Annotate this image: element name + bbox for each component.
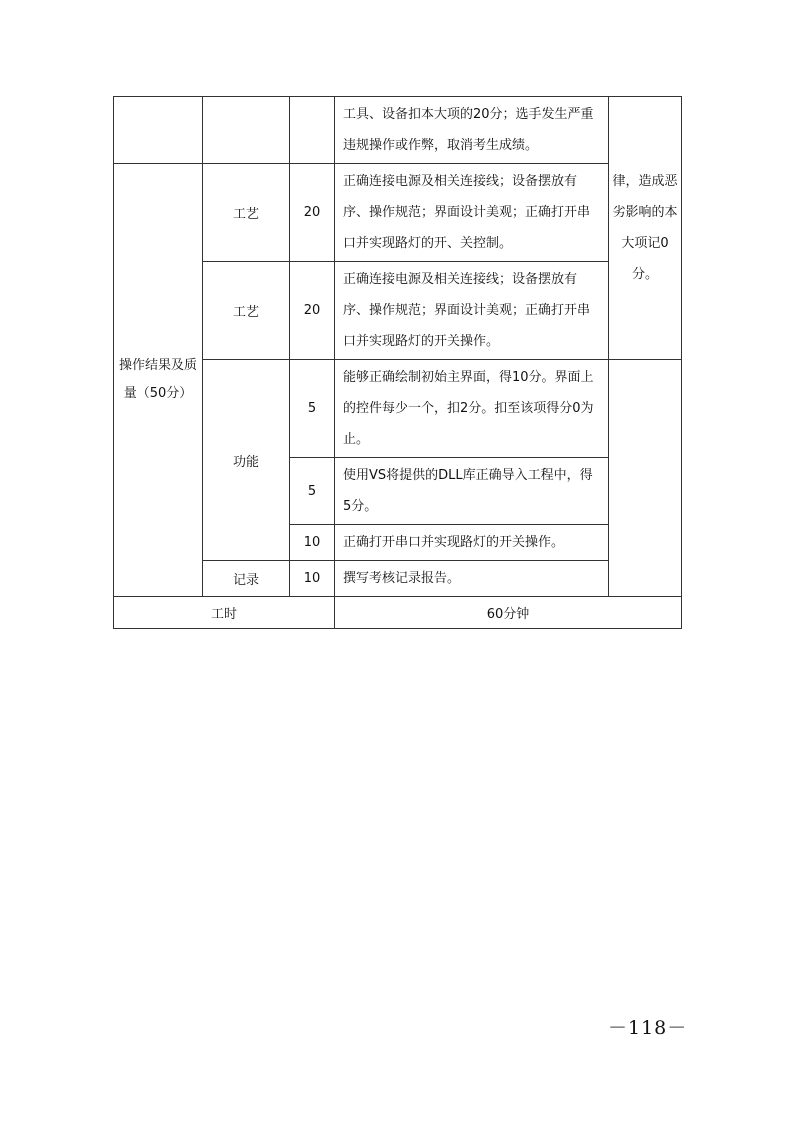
item-cell: 工艺	[203, 164, 290, 262]
note-cell-empty	[609, 360, 682, 597]
item-cell: 记录	[203, 561, 290, 597]
score-cell: 5	[290, 360, 335, 458]
score-cell: 20	[290, 164, 335, 262]
item-cell: 功能	[203, 360, 290, 561]
criteria-cell: 正确连接电源及相关连接线；设备摆放有序、操作规范；界面设计美观；正确打开串口并实现路灯的开关操作。	[335, 262, 609, 360]
table-row	[114, 164, 682, 262]
criteria-cell: 使用VS将提供的DLL库正确导入工程中，得5分。	[335, 458, 609, 525]
page-number: －118－	[608, 1017, 688, 1039]
score-cell: 10	[290, 525, 335, 561]
work-hours-label: 工时	[114, 597, 335, 629]
scoring-table	[113, 96, 682, 629]
category-cell: 操作结果及质量（50分）	[114, 164, 203, 597]
table-row	[114, 97, 682, 164]
score-cell: 20	[290, 262, 335, 360]
criteria-cell: 正确连接电源及相关连接线；设备摆放有序、操作规范；界面设计美观；正确打开串口并实现路灯的开、关控制。	[335, 164, 609, 262]
item-cell-empty	[203, 97, 290, 164]
criteria-cell: 能够正确绘制初始主界面，得10分。界面上的控件每少一个，扣2分。扣至该项得分0为止。	[335, 360, 609, 458]
penalty-note-cell: 律，造成恶劣影响的本大项记0分。	[609, 97, 682, 360]
item-cell: 工艺	[203, 262, 290, 360]
criteria-cell: 撰写考核记录报告。	[335, 561, 609, 597]
work-hours-value: 60分钟	[335, 597, 682, 629]
score-cell: 5	[290, 458, 335, 525]
score-cell-empty	[290, 97, 335, 164]
criteria-cell: 工具、设备扣本大项的20分；选手发生严重违规操作或作弊，取消考生成绩。	[335, 97, 609, 164]
score-cell: 10	[290, 561, 335, 597]
table-row	[114, 597, 682, 629]
category-cell-empty	[114, 97, 203, 164]
criteria-cell: 正确打开串口并实现路灯的开关操作。	[335, 525, 609, 561]
